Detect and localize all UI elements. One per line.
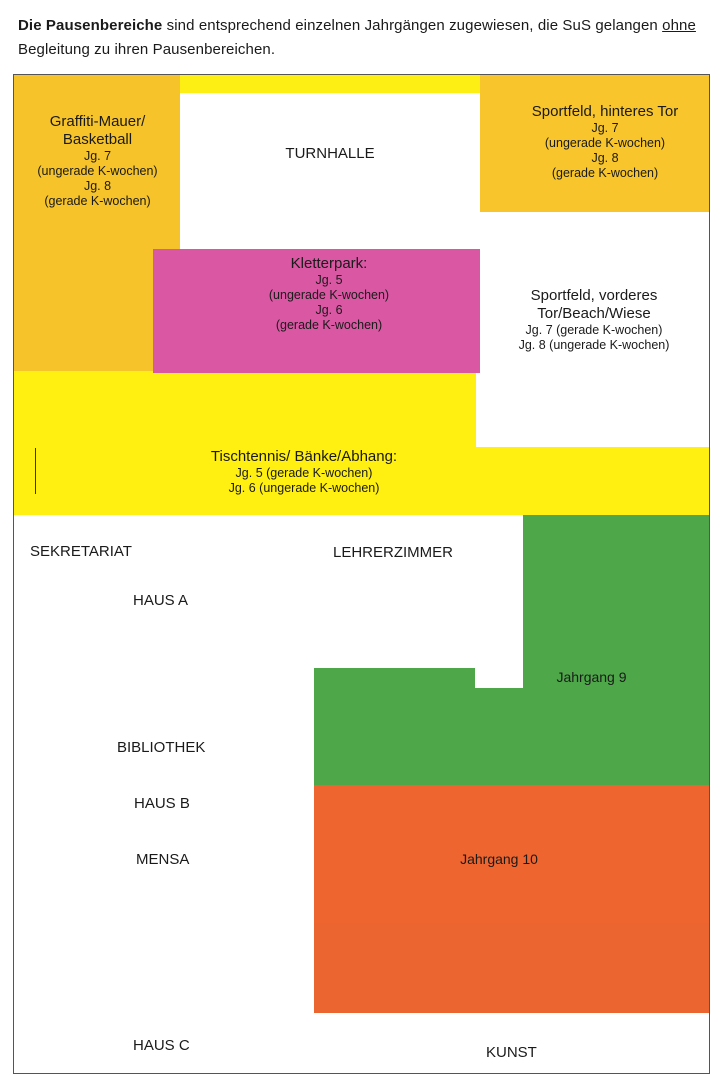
sport-front-line1: Jg. 7 (gerade K-wochen) [525, 323, 663, 337]
graffiti-line3: Jg. 8 [83, 179, 112, 193]
graffiti-line4: (gerade K-wochen) [44, 194, 151, 208]
intro-part2: Begleitung zu ihren Pausenbereichen. [18, 41, 276, 58]
label-haus-b: HAUS B [134, 795, 190, 812]
sport-back-line3: Jg. 8 [591, 151, 619, 165]
kletter-line1: Jg. 5 [315, 273, 343, 287]
graffiti-title: Graffiti-Mauer/ Basketball [49, 113, 146, 148]
label-sportfeld-hinteres-tor [520, 103, 690, 181]
sport-back-line1: Jg. 7 [591, 121, 619, 135]
tischtennis-title: Tischtennis/ Bänke/Abhang: [210, 448, 398, 465]
sport-back-line2: (ungerade K-wochen) [544, 136, 666, 150]
tischtennis-line2: Jg. 6 (ungerade K-wochen) [228, 481, 380, 495]
kletter-line4: (gerade K-wochen) [275, 318, 383, 332]
label-lehrerzimmer: LEHRERZIMMER [333, 544, 454, 561]
zone-yellow-left-strip [14, 375, 476, 447]
label-bibliothek: BIBLIOTHEK [117, 739, 206, 756]
intro-bold: Die Pausenbereiche [18, 17, 163, 34]
label-kunst: KUNST [486, 1044, 537, 1061]
tischtennis-line1: Jg. 5 (gerade K-wochen) [235, 466, 373, 480]
label-turnhalle: TURNHALLE [285, 145, 375, 162]
tick-mark [35, 448, 36, 494]
sport-back-title: Sportfeld, hinteres Tor [531, 103, 679, 120]
sport-back-line4: (gerade K-wochen) [551, 166, 659, 180]
kletter-line2: (ungerade K-wochen) [268, 288, 390, 302]
kletter-title: Kletterpark: [290, 255, 368, 272]
intro-underlined: ohne [662, 17, 696, 34]
label-sekretariat: SEKRETARIAT [30, 543, 132, 560]
label-tischtennis [174, 448, 434, 496]
schoolyard-map [13, 74, 710, 1074]
zone-notch [475, 668, 523, 688]
kletter-line3: Jg. 6 [315, 303, 343, 317]
intro-text [18, 14, 718, 62]
graffiti-line1: Jg. 7 [83, 149, 112, 163]
label-haus-a: HAUS A [133, 592, 189, 609]
sport-front-line2: Jg. 8 (ungerade K-wochen) [518, 338, 670, 352]
label-jahrgang-9: Jahrgang 9 [556, 669, 627, 685]
zone-yellow-upper-strip [180, 75, 480, 93]
zone-jahrgang-10-lower [314, 923, 710, 1013]
label-jahrgang-10: Jahrgang 10 [460, 851, 538, 867]
sport-front-title: Sportfeld, vorderes Tor/Beach/Wiese [530, 287, 658, 322]
intro-part1: sind entsprechend einzelnen Jahrgängen zugewiesen, die SuS gelangen [162, 17, 663, 34]
label-mensa: MENSA [136, 851, 190, 868]
label-haus-c: HAUS C [133, 1037, 190, 1054]
label-kletterpark [239, 255, 419, 333]
label-graffiti [20, 113, 175, 209]
graffiti-line2: (ungerade K-wochen) [37, 164, 158, 178]
label-sportfeld-vorderes-tor [504, 287, 684, 353]
